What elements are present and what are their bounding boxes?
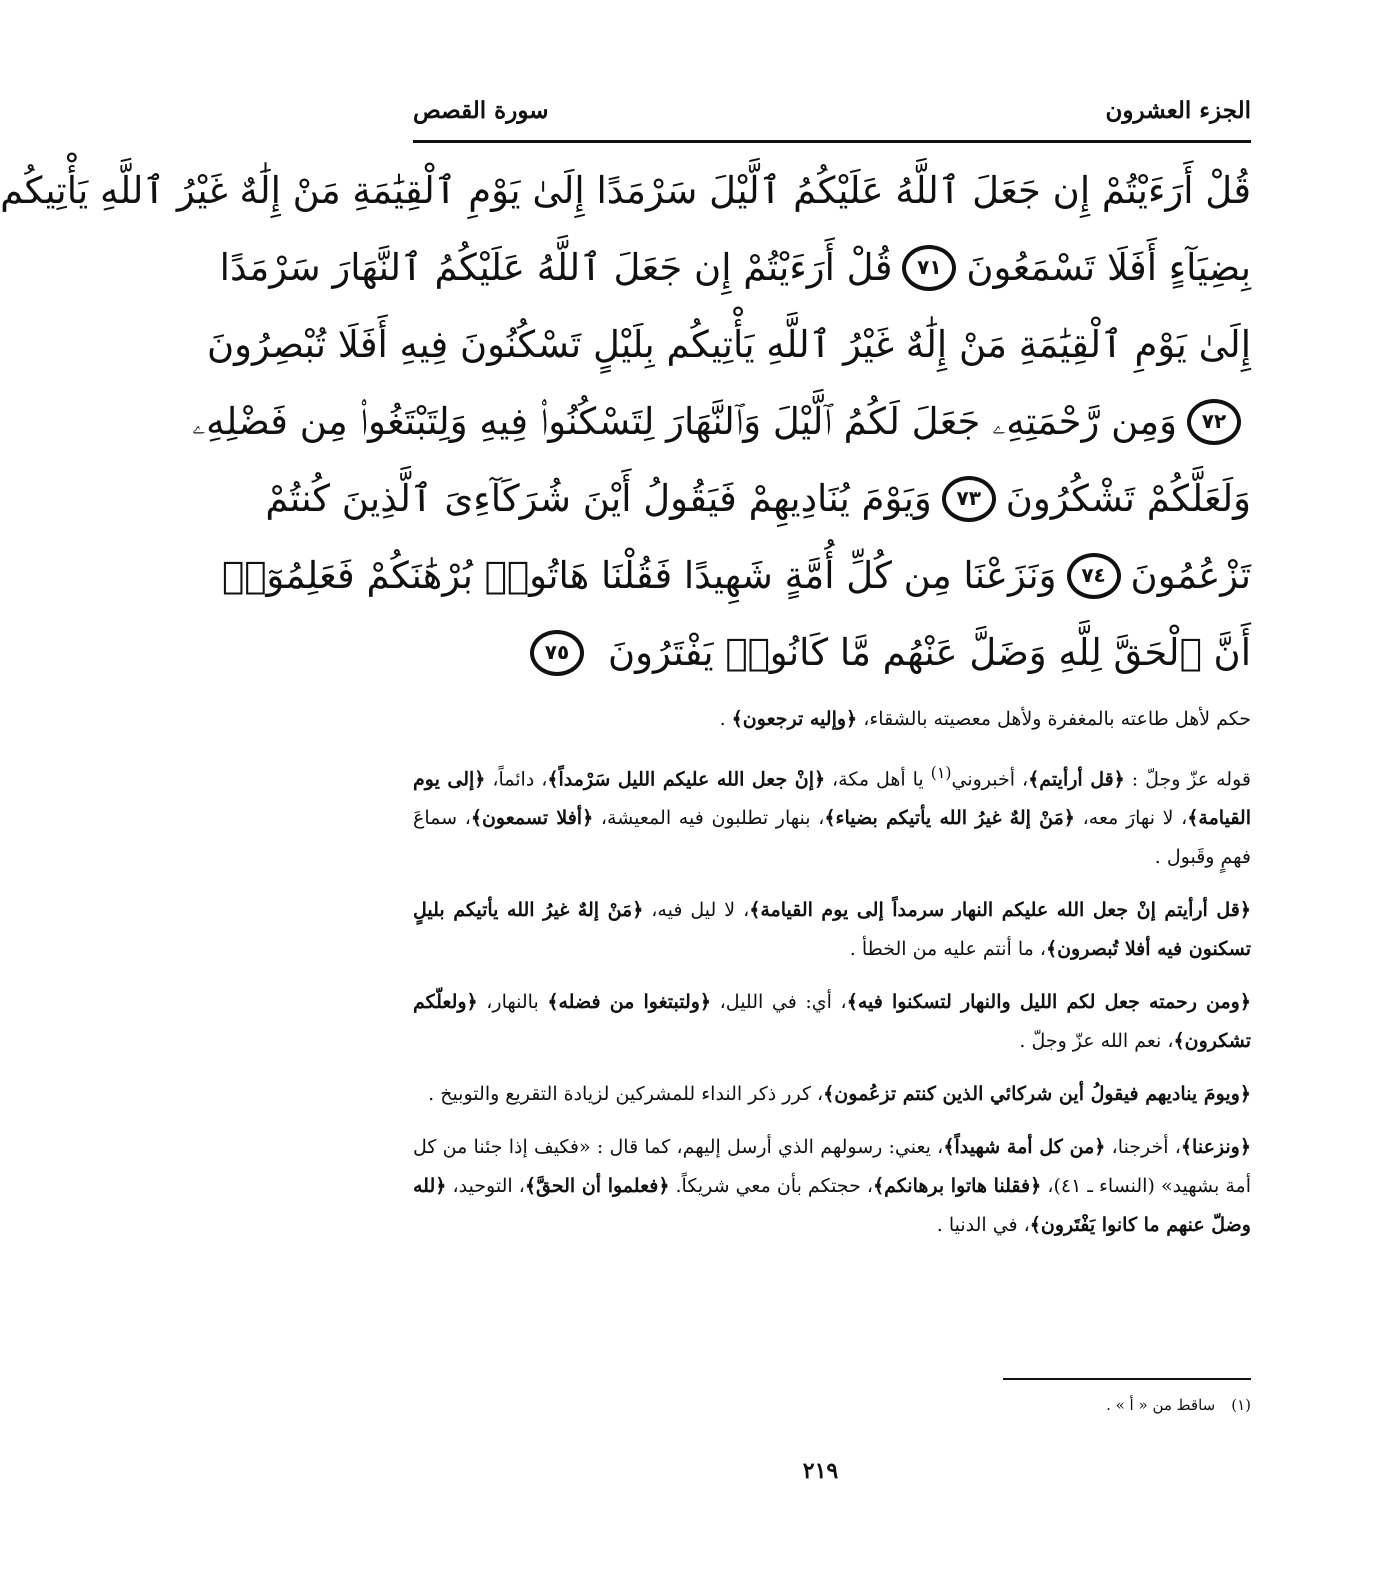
quoted-verse: ﴿ونزعنا﴾ — [1180, 1136, 1251, 1159]
commentary-text: بالنهار، — [477, 991, 548, 1014]
verse-line — [219, 229, 1251, 306]
page-header — [413, 88, 1251, 132]
commentary-text: ، دائماً، — [485, 768, 548, 791]
quoted-verse: ﴿قل أرأيتم﴾ — [1028, 768, 1125, 791]
verse-number-marker: ٧٣ — [942, 476, 996, 522]
commentary-text: ، في الدنيا . — [936, 1214, 1030, 1237]
commentary-text: ، أي: في الليل، — [711, 991, 847, 1014]
commentary-paragraph — [413, 1075, 1251, 1114]
quoted-verse: ﴿قل أرأيتم إنْ جعل الله عليكم النهار سرمداً إلى يوم القيامة﴾ — [749, 899, 1251, 922]
surah-title: سورة القصص — [413, 96, 549, 124]
quoted-verse: ﴿ومن رحمته جعل لكم الليل والنهار لتسكنوا فيه﴾ — [846, 991, 1251, 1014]
quoted-verse: ﴿فعلموا أن الحقَّ﴾ — [524, 1175, 670, 1198]
commentary-text: يا أهل مكة، — [825, 768, 931, 791]
verse-number-marker: ٧٥ — [530, 630, 584, 676]
quoted-verse: ﴿من كل أمة شهيداً﴾ — [943, 1136, 1106, 1159]
commentary-paragraph — [413, 983, 1251, 1061]
commentary-text: ، حجتكم بأن معي شريكاً. — [669, 1175, 874, 1198]
commentary-paragraph — [413, 753, 1251, 877]
footnote-text: ساقط من « أ » . — [1106, 1396, 1216, 1414]
footnote-reference: (١) — [930, 763, 952, 782]
commentary-text: ، كرر ذكر النداء للمشركين لزيادة التقريع والتوبيخ . — [428, 1083, 824, 1106]
commentary-text: ، لا ليل فيه، — [643, 899, 750, 922]
footnote-number: (١) — [1231, 1396, 1251, 1414]
commentary-text: ، نعم الله عزّ وجلّ . — [1019, 1030, 1174, 1053]
verse-line — [222, 537, 1251, 614]
quoted-verse: ﴿أفلا تسمعون﴾ — [470, 807, 594, 830]
quoted-verse: ﴿إنْ جعل الله عليكم الليل سَرْمداً﴾ — [547, 768, 826, 791]
header-rule — [413, 140, 1251, 143]
tafsir-commentary — [413, 700, 1251, 1259]
commentary-text: قوله عزّ وجلّ : — [1124, 768, 1251, 791]
verse-text: وَلَعَلَّكُمْ تَشْكُرُونَ — [1005, 477, 1251, 520]
verse-line — [206, 306, 1251, 383]
quoted-verse: ﴿مَنْ إلهٌ غيرُ الله يأتيكم بليلٍ تسكنون فيه أفلا تُبصرون﴾ — [413, 899, 1251, 961]
quoted-verse: ﴿ولعلّكم تشكرون﴾ — [413, 991, 1251, 1053]
commentary-paragraph — [413, 891, 1251, 969]
footnote — [1106, 1396, 1251, 1414]
verse-number-marker: ٧٤ — [1067, 553, 1121, 599]
commentary-text: ، أخبروني — [951, 768, 1029, 791]
commentary-text: ، يعني: رسولهم الذي أرسل إليهم، كما قال : «فكيف إذا جئنا من كل أمة بشهيد» (النساء ـ ٤١)، — [413, 1136, 1251, 1198]
commentary-text: ، التوحيد، — [446, 1175, 525, 1198]
footnote-rule — [1003, 1378, 1251, 1380]
commentary-text: ، بنهار تطلبون فيه المعيشة، — [593, 807, 825, 830]
commentary-text: ، سماعَ فهمٍ وقَبول . — [413, 807, 1251, 869]
commentary-text: ، أخرجنا، — [1105, 1136, 1181, 1159]
verse-text: وَمِن رَّحْمَتِهِۦ جَعَلَ لَكُمُ ٱلَّيْلَ وَٱلنَّهَارَ لِتَسْكُنُوا۟ فِيهِ وَلِتَبْتَغُوا۟ مِن فَضْلِهِۦ — [192, 400, 1177, 443]
commentary-text: ، ما أنتم عليه من الخطأ . — [849, 938, 1046, 961]
verse-text: وَيَوْمَ يُنَادِيهِمْ فَيَقُولُ أَيْنَ شُرَكَآءِىَ ٱلَّذِينَ كُنتُمْ — [265, 477, 932, 520]
quoted-verse: ﴿ويومَ يناديهم فيقولُ أين شركائي الذين كنتم تزعُمون﴾ — [823, 1083, 1251, 1106]
quran-verses — [0, 152, 1251, 691]
verse-line — [265, 460, 1251, 537]
verse-number-marker: ٧١ — [902, 245, 956, 291]
verse-text: أَنَّ ٱلْحَقَّ لِلَّهِ وَضَلَّ عَنْهُم مَّا كَانُوا۟ يَفْتَرُونَ — [607, 631, 1251, 674]
verse-text: بِضِيَآءٍ أَفَلَا تَسْمَعُونَ — [966, 246, 1251, 289]
verse-text: تَزْعُمُونَ — [1130, 554, 1251, 597]
commentary-paragraph — [413, 1128, 1251, 1245]
verse-text: قُلْ أَرَءَيْتُمْ إِن جَعَلَ ٱللَّهُ عَلَيْكُمُ ٱلنَّهَارَ سَرْمَدًا — [219, 246, 893, 289]
verse-text: قُلْ أَرَءَيْتُمْ إِن جَعَلَ ٱللَّهُ عَلَيْكُمُ ٱلَّيْلَ سَرْمَدًا إِلَىٰ يَوْمِ ٱلْقِيَٰمَةِ مَنْ إِلَٰهٌ غَيْرُ ٱللَّهِ يَأْتِيكُم — [0, 169, 1251, 212]
verse-text: إِلَىٰ يَوْمِ ٱلْقِيَٰمَةِ مَنْ إِلَٰهٌ غَيْرُ ٱللَّهِ يَأْتِيكُم بِلَيْلٍ تَسْكُنُونَ فِيهِ أَفَلَا تُبْصِرُونَ — [206, 323, 1251, 366]
quoted-verse: ﴿مَنْ إلهٌ غيرُ الله يأتيكم بضياء﴾ — [824, 807, 1075, 830]
commentary-text: . — [719, 708, 732, 730]
verse-line — [0, 152, 1251, 229]
commentary-paragraph — [413, 700, 1251, 739]
verse-number-marker: ٧٢ — [1187, 399, 1241, 445]
commentary-text: ، لا نهارَ معه، — [1074, 807, 1188, 830]
commentary-text: حكم لأهل طاعته بالمغفرة ولأهل معصيته بالشقاء، — [857, 708, 1251, 730]
quoted-verse: ﴿إلى يوم القيامة﴾ — [413, 768, 1251, 830]
verse-line — [413, 614, 1251, 691]
quoted-verse: ﴿وإليه ترجعون﴾ — [731, 708, 858, 730]
juz-title: الجزء العشرون — [1105, 96, 1251, 124]
quoted-verse: ﴿فقلنا هاتوا برهانكم﴾ — [873, 1175, 1042, 1198]
verse-text: وَنَزَعْنَا مِن كُلِّ أُمَّةٍ شَهِيدًا فَقُلْنَا هَاتُوا۟ بُرْهَٰنَكُمْ فَعَلِمُوٓا۟ — [222, 554, 1057, 597]
quoted-verse: ﴿ولتبتغوا من فضله﴾ — [547, 991, 712, 1014]
quoted-verse: ﴿لله وضلّ عنهم ما كانوا يَفْتَرون﴾ — [413, 1175, 1251, 1237]
verse-line — [192, 383, 1251, 460]
page-number: ٢١٩ — [802, 1458, 839, 1484]
